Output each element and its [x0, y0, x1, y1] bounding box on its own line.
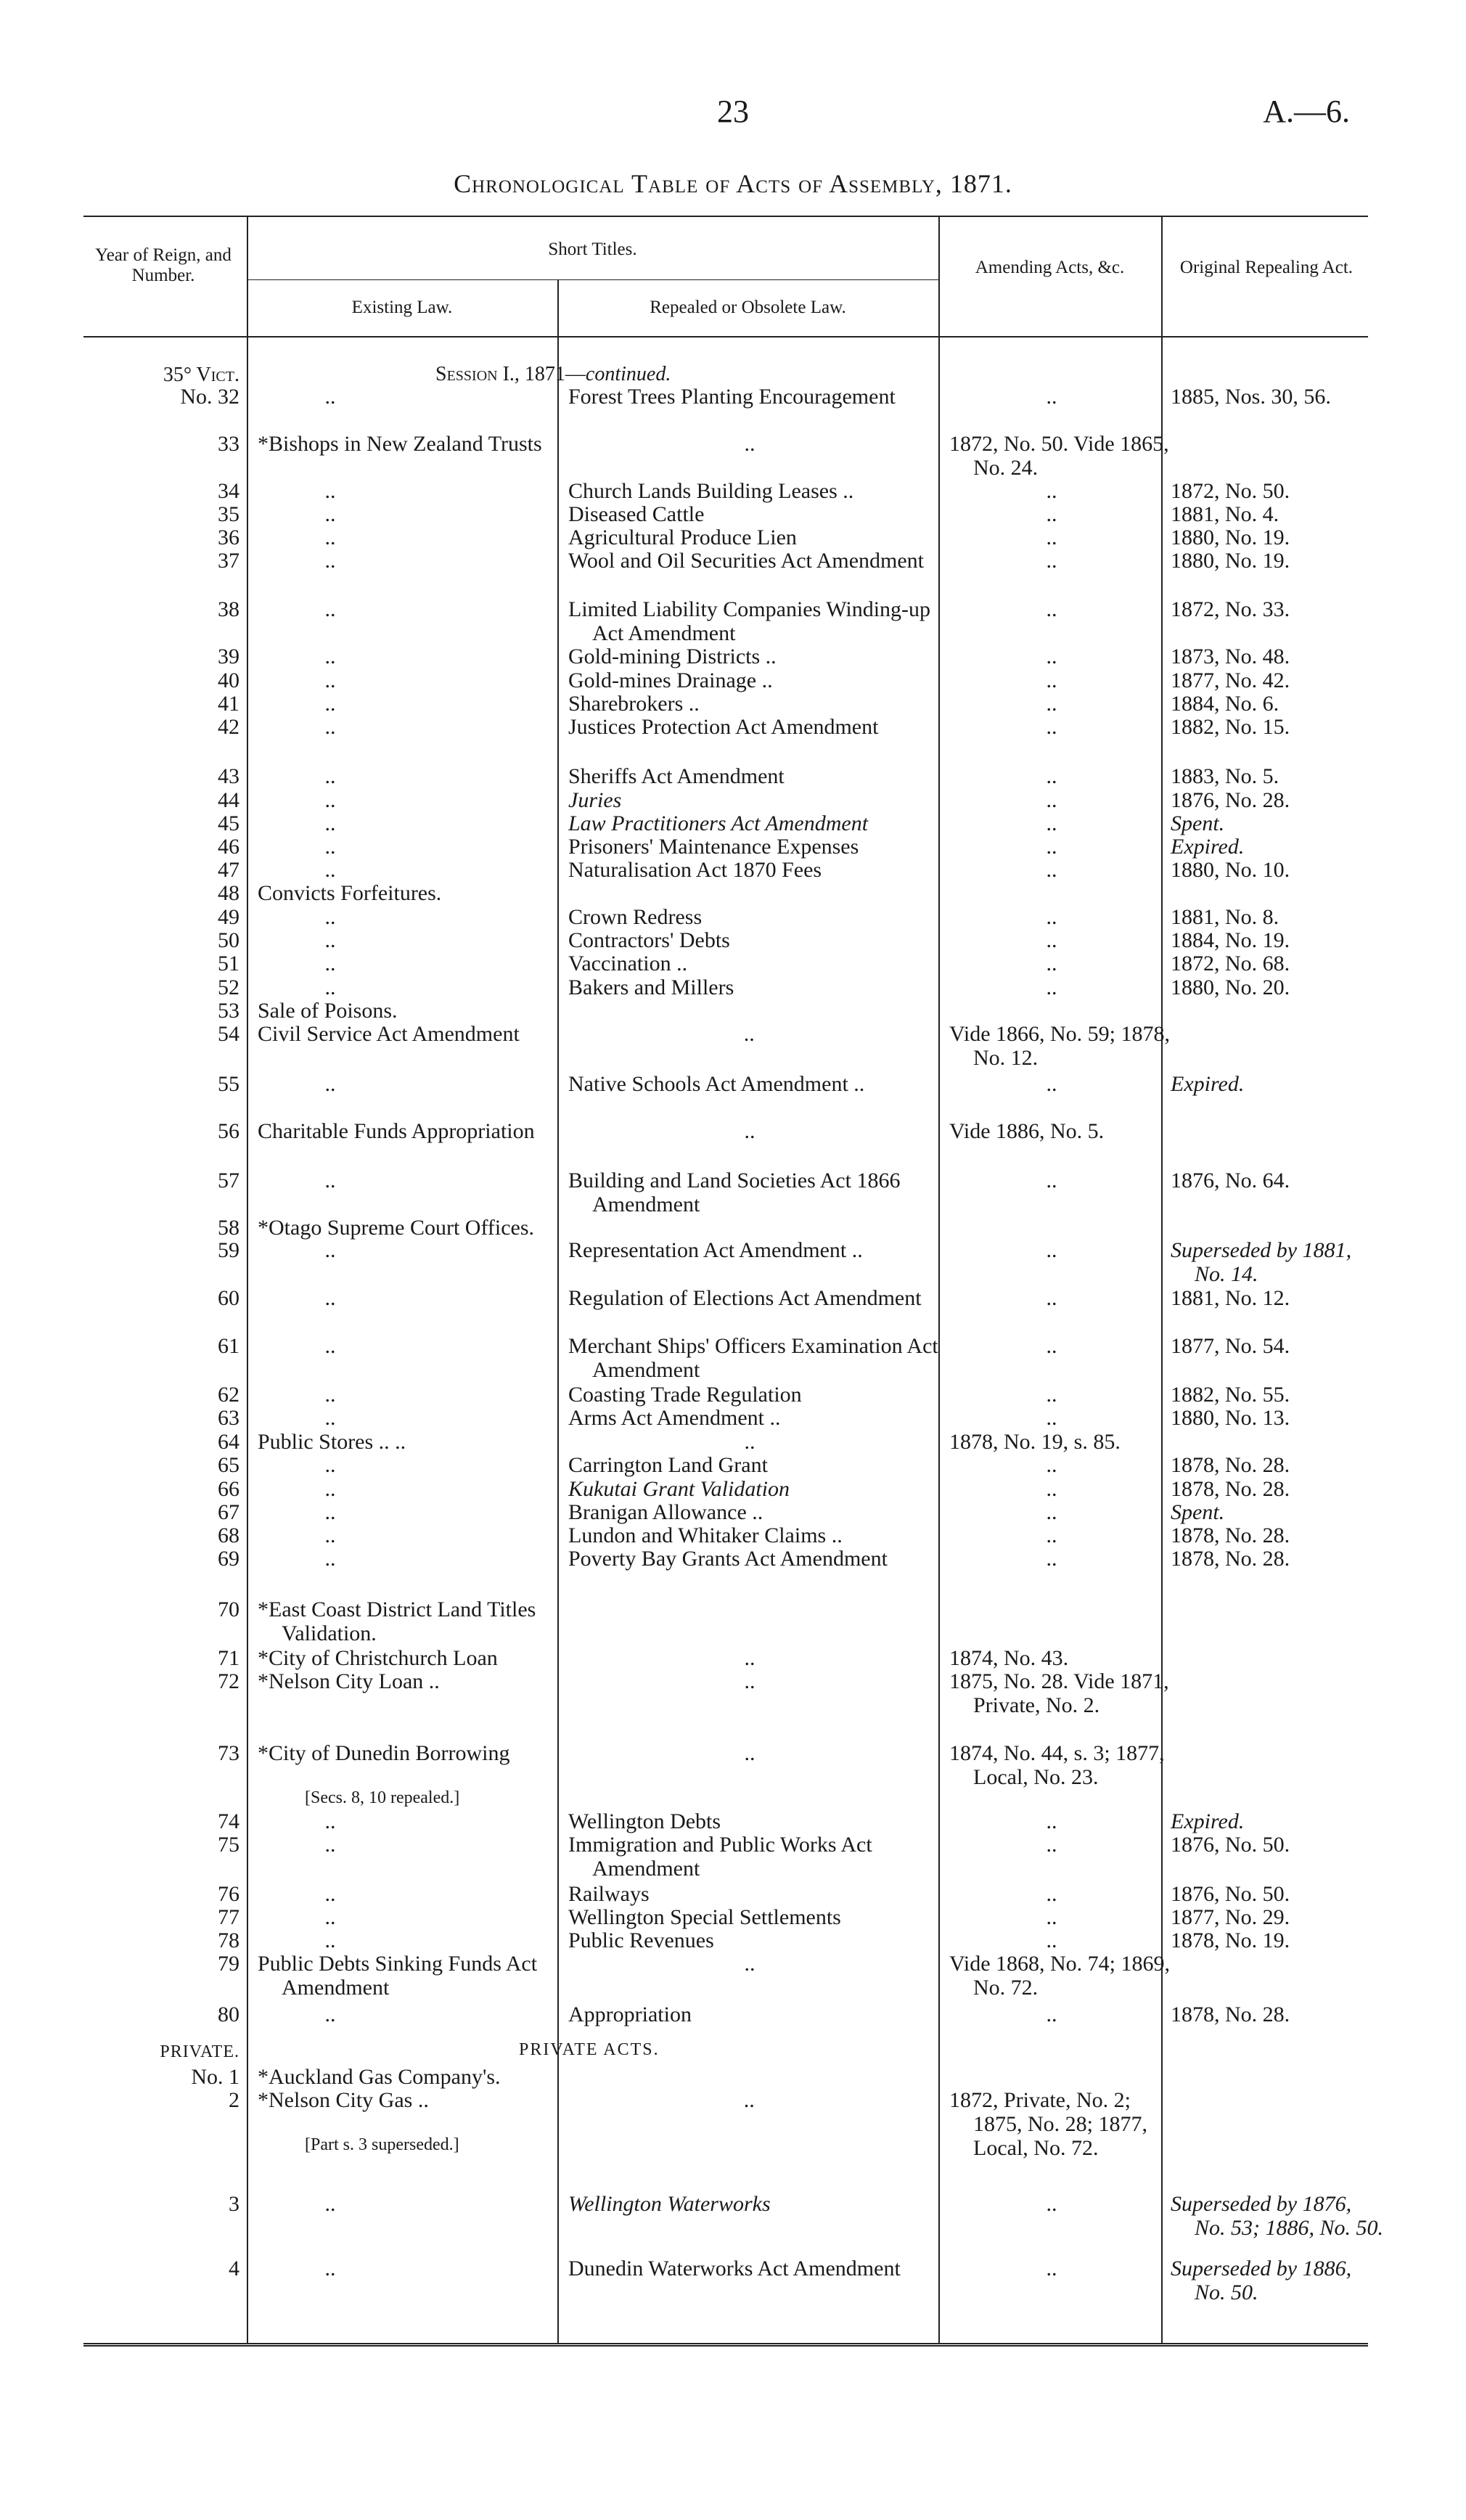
existing-law: .. — [324, 549, 336, 573]
amending-acts: .. — [1046, 905, 1057, 929]
repealed-law: Diseased Cattle — [568, 502, 705, 526]
existing-law: .. — [324, 811, 336, 835]
year-number: 47 — [218, 858, 239, 882]
repealed-law: Gold-mining Districts .. — [568, 645, 777, 668]
year-number: 34 — [218, 479, 239, 503]
existing-law: .. — [324, 1072, 336, 1096]
repealed-law: Arms Act Amendment .. — [568, 1406, 781, 1430]
repealing-act: Spent. — [1171, 1500, 1225, 1524]
amending-acts: Vide 1886, No. 5. — [949, 1119, 1105, 1143]
existing-law: .. — [324, 525, 336, 549]
year-number: 35 — [218, 502, 239, 526]
repealing-act: 1882, No. 55. — [1171, 1383, 1290, 1407]
repealed-law: Native Schools Act Amendment .. — [568, 1072, 865, 1096]
year-number: 37 — [218, 549, 239, 573]
existing-law: *Nelson City Loan .. — [258, 1669, 440, 1693]
existing-law: .. — [324, 1928, 336, 1952]
year-number: 51 — [218, 952, 239, 975]
amending-acts: .. — [1046, 1477, 1057, 1501]
repealed-law: Merchant Ships' Officers Examination Act Amendment — [568, 1334, 938, 1382]
amending-acts: .. — [1046, 835, 1057, 859]
year-number: 41 — [218, 692, 239, 716]
repealed-law: Gold-mines Drainage .. — [568, 668, 773, 692]
repealed-law: Railways — [568, 1882, 650, 1906]
year-number: 63 — [218, 1406, 239, 1430]
repealing-act: 1872, No. 50. — [1171, 479, 1290, 503]
year-number: 33 — [218, 432, 239, 456]
amending-acts: .. — [1046, 1809, 1057, 1833]
existing-law: .. — [324, 715, 336, 739]
year-number: 79 — [218, 1952, 239, 1976]
existing-law: .. — [324, 1547, 336, 1571]
existing-law: .. — [324, 1500, 336, 1524]
existing-law: .. — [324, 1882, 336, 1906]
year-number: 36 — [218, 525, 239, 549]
repealed-law: Sharebrokers .. — [568, 692, 700, 716]
repealing-act: 1878, No. 19. — [1171, 1928, 1290, 1952]
amending-acts: .. — [1046, 692, 1057, 716]
amending-acts: .. — [1046, 2002, 1057, 2026]
repealing-act: 1880, No. 13. — [1171, 1406, 1290, 1430]
rule-short-titles — [247, 279, 938, 280]
existing-law: .. — [324, 2002, 336, 2026]
repealing-act: 1878, No. 28. — [1171, 1453, 1290, 1477]
repealed-law: Kukutai Grant Validation — [568, 1477, 790, 1501]
year-number: 4 — [229, 2257, 239, 2280]
year-number: 44 — [218, 788, 239, 812]
year-number: 43 — [218, 764, 239, 788]
repealed-law: Wellington Special Settlements — [568, 1905, 841, 1929]
year-number: 74 — [218, 1809, 239, 1833]
amending-acts: .. — [1046, 1523, 1057, 1547]
year-number: 69 — [218, 1547, 239, 1571]
existing-law: .. — [324, 928, 336, 952]
year-number: 75 — [218, 1833, 239, 1857]
repealed-law: Immigration and Public Works Act Amendment — [568, 1833, 872, 1881]
existing-law: .. — [324, 764, 336, 788]
existing-law: .. — [324, 975, 336, 999]
existing-law: Convicts Forfeitures. — [258, 881, 442, 905]
repealing-act: 1877, No. 29. — [1171, 1905, 1290, 1929]
amending-acts: .. — [1046, 549, 1057, 573]
page-number: 23 — [717, 94, 749, 129]
repealed-law: Poverty Bay Grants Act Amendment — [568, 1547, 888, 1571]
existing-law: *East Coast District Land Titles Validation. — [258, 1598, 536, 1645]
amending-acts: .. — [1046, 975, 1057, 999]
existing-law: .. — [324, 597, 336, 621]
amending-acts: .. — [1046, 858, 1057, 882]
repealing-act: 1882, No. 15. — [1171, 715, 1290, 739]
existing-law: *Otago Supreme Court Offices. — [258, 1216, 535, 1240]
amending-acts: .. — [1046, 1406, 1057, 1430]
repealing-act: 1878, No. 28. — [1171, 1547, 1290, 1571]
amending-acts: 1872, Private, No. 2; 1875, No. 28; 1877, Local, No. 72. — [949, 2088, 1147, 2160]
year-number: 2 — [229, 2088, 239, 2112]
amending-acts: 1878, No. 19, s. 85. — [949, 1430, 1121, 1454]
amending-acts: .. — [1046, 668, 1057, 692]
repealing-act: 1884, No. 6. — [1171, 692, 1279, 716]
existing-law: .. — [324, 645, 336, 668]
repealed-law: Coasting Trade Regulation — [568, 1383, 802, 1407]
rule-top — [83, 216, 1368, 217]
existing-law: .. — [324, 1905, 336, 1929]
amending-acts: 1872, No. 50. Vide 1865, No. 24. — [949, 432, 1169, 480]
existing-law: .. — [324, 1383, 336, 1407]
year-number: 72 — [218, 1669, 239, 1693]
amending-acts: .. — [1046, 1500, 1057, 1524]
repealed-law: Building and Land Societies Act 1866 Amendment — [568, 1169, 901, 1216]
existing-law: .. — [324, 1334, 336, 1358]
repealing-act: Superseded by 1876, No. 53; 1886, No. 50. — [1171, 2192, 1384, 2240]
existing-law: *Auckland Gas Company's. — [258, 2065, 501, 2089]
amending-acts: .. — [1046, 1072, 1057, 1096]
repealing-act: Expired. — [1171, 1072, 1245, 1096]
repealed-law: Bakers and Millers — [568, 975, 734, 999]
amending-acts: .. — [1046, 811, 1057, 835]
amending-acts: 1874, No. 43. — [949, 1646, 1069, 1670]
rule-col4 — [1161, 216, 1163, 2344]
header-short-titles: Short Titles. — [548, 240, 637, 259]
repealed-law: Church Lands Building Leases .. — [568, 479, 854, 503]
amending-acts: .. — [1046, 645, 1057, 668]
repealing-act: 1873, No. 48. — [1171, 645, 1290, 668]
year-number: 54 — [218, 1022, 239, 1046]
repealing-act: 1881, No. 8. — [1171, 905, 1279, 929]
rule-col1 — [247, 216, 248, 2344]
existing-law: .. — [324, 502, 336, 526]
repealed-law: Forest Trees Planting Encouragement — [568, 385, 896, 409]
year-number: 35° Vict. — [163, 364, 239, 386]
existing-law: Public Debts Sinking Funds Act Amendment — [258, 1952, 538, 2000]
existing-law: Civil Service Act Amendment — [258, 1022, 520, 1046]
existing-law: .. — [324, 952, 336, 975]
repealing-act: Expired. — [1171, 835, 1245, 859]
year-number: 59 — [218, 1238, 239, 1262]
repealing-act: 1876, No. 50. — [1171, 1882, 1290, 1906]
year-number: 78 — [218, 1928, 239, 1952]
year-number: 65 — [218, 1453, 239, 1477]
repealing-act: 1876, No. 50. — [1171, 1833, 1290, 1857]
existing-law: .. — [324, 1477, 336, 1501]
table-title: Chronological Table of Acts of Assembly, 1871. — [454, 169, 1012, 198]
session-heading: Session I., 1871—continued. — [435, 363, 671, 385]
year-number: 3 — [229, 2192, 239, 2216]
year-number: 70 — [218, 1598, 239, 1621]
repealing-act: Superseded by 1881, No. 14. — [1171, 1238, 1352, 1286]
repealing-act: 1884, No. 19. — [1171, 928, 1290, 952]
amending-acts: .. — [1046, 1286, 1057, 1310]
amending-acts: .. — [1046, 1383, 1057, 1407]
repealed-law: Wellington Waterworks — [568, 2192, 771, 2216]
existing-law: *City of Christchurch Loan — [258, 1646, 498, 1670]
repealing-act: 1881, No. 4. — [1171, 502, 1279, 526]
header-existing: Existing Law. — [351, 298, 453, 317]
repealing-act: 1877, No. 42. — [1171, 668, 1290, 692]
rule-col2 — [557, 279, 559, 2344]
repealed-law: .. — [744, 1119, 755, 1143]
existing-law: .. — [324, 1238, 336, 1262]
amending-acts: .. — [1046, 715, 1057, 739]
existing-law: .. — [324, 1523, 336, 1547]
year-number: 56 — [218, 1119, 239, 1143]
repealed-law: Contractors' Debts — [568, 928, 730, 952]
repealing-act: 1880, No. 20. — [1171, 975, 1290, 999]
repealed-law: Limited Liability Companies Winding-up Act Amendment — [568, 597, 931, 645]
existing-law: .. — [324, 385, 336, 409]
year-number: No. 32 — [180, 385, 239, 409]
existing-law: .. — [324, 1169, 336, 1192]
existing-law-note: [Secs. 8, 10 repealed.] — [305, 1788, 460, 1807]
amending-acts: .. — [1046, 2257, 1057, 2280]
repealing-act: 1880, No. 10. — [1171, 858, 1290, 882]
year-number: 67 — [218, 1500, 239, 1524]
repealed-law: Prisoners' Maintenance Expenses — [568, 835, 859, 859]
existing-law: .. — [324, 1809, 336, 1833]
amending-acts: Vide 1866, No. 59; 1878, No. 12. — [949, 1022, 1171, 1070]
year-number: 64 — [218, 1430, 239, 1454]
year-number: No. 1 — [191, 2065, 239, 2089]
rule-header-bottom — [83, 336, 1368, 338]
repealed-law: Wellington Debts — [568, 1809, 721, 1833]
repealed-law: Carrington Land Grant — [568, 1453, 768, 1477]
year-number: 66 — [218, 1477, 239, 1501]
amending-acts: .. — [1046, 1547, 1057, 1571]
amending-acts: .. — [1046, 1882, 1057, 1906]
repealed-law: Agricultural Produce Lien — [568, 525, 797, 549]
repealing-act: 1872, No. 33. — [1171, 597, 1290, 621]
amending-acts: .. — [1046, 764, 1057, 788]
repealed-law: .. — [744, 432, 755, 456]
year-number: 55 — [218, 1072, 239, 1096]
existing-law: .. — [324, 692, 336, 716]
year-number: 73 — [218, 1741, 239, 1765]
paper-reference: A.—6. — [1263, 94, 1350, 129]
repealed-law: Naturalisation Act 1870 Fees — [568, 858, 822, 882]
repealing-act: 1877, No. 54. — [1171, 1334, 1290, 1358]
amending-acts: .. — [1046, 2192, 1057, 2216]
year-number: 39 — [218, 645, 239, 668]
repealed-law: .. — [744, 1741, 755, 1765]
existing-law-note: [Part s. 3 superseded.] — [305, 2135, 459, 2154]
year-number: 52 — [218, 975, 239, 999]
year-number: 46 — [218, 835, 239, 859]
repealed-law: Branigan Allowance .. — [568, 1500, 763, 1524]
year-number: PRIVATE. — [160, 2042, 239, 2061]
repealing-act: 1876, No. 28. — [1171, 788, 1290, 812]
existing-law: .. — [324, 905, 336, 929]
repealed-law: .. — [744, 1646, 755, 1670]
repealed-law: Public Revenues — [568, 1928, 714, 1952]
repealed-law: .. — [744, 1952, 755, 1976]
year-number: 53 — [218, 999, 239, 1023]
year-number: 49 — [218, 905, 239, 929]
year-number: 50 — [218, 928, 239, 952]
repealed-law: Lundon and Whitaker Claims .. — [568, 1523, 843, 1547]
repealing-act: 1876, No. 64. — [1171, 1169, 1290, 1192]
amending-acts: .. — [1046, 928, 1057, 952]
repealing-act: Expired. — [1171, 1809, 1245, 1833]
year-number: 76 — [218, 1882, 239, 1906]
existing-law: *Nelson City Gas .. — [258, 2088, 429, 2112]
repealed-law: .. — [744, 2088, 755, 2112]
year-number: 80 — [218, 2002, 239, 2026]
repealed-law: Law Practitioners Act Amendment — [568, 811, 869, 835]
repealing-act: 1883, No. 5. — [1171, 764, 1279, 788]
existing-law: .. — [324, 1286, 336, 1310]
existing-law: .. — [324, 835, 336, 859]
year-number: 60 — [218, 1286, 239, 1310]
existing-law: .. — [324, 858, 336, 882]
existing-law: .. — [324, 2257, 336, 2280]
amending-acts: .. — [1046, 597, 1057, 621]
repealing-act: 1880, No. 19. — [1171, 525, 1290, 549]
repealed-law: Dunedin Waterworks Act Amendment — [568, 2257, 901, 2280]
repealed-law: Representation Act Amendment .. — [568, 1238, 863, 1262]
existing-law: .. — [324, 479, 336, 503]
year-number: 71 — [218, 1646, 239, 1670]
amending-acts: .. — [1046, 1905, 1057, 1929]
repealing-act: 1872, No. 68. — [1171, 952, 1290, 975]
year-number: 45 — [218, 811, 239, 835]
existing-law: Charitable Funds Appropriation — [258, 1119, 535, 1143]
existing-law: .. — [324, 1453, 336, 1477]
repealed-law: Sheriffs Act Amendment — [568, 764, 785, 788]
repealed-law: .. — [744, 1022, 755, 1046]
repealing-act: 1878, No. 28. — [1171, 1477, 1290, 1501]
header-repealed: Repealed or Obsolete Law. — [650, 298, 846, 317]
amending-acts: .. — [1046, 502, 1057, 526]
existing-law: .. — [324, 2192, 336, 2216]
header-amending: Amending Acts, &c. — [975, 258, 1125, 277]
existing-law: .. — [324, 788, 336, 812]
existing-law: Sale of Poisons. — [258, 999, 398, 1023]
existing-law: *City of Dunedin Borrowing — [258, 1741, 510, 1765]
repealing-act: 1878, No. 28. — [1171, 1523, 1290, 1547]
year-number: 48 — [218, 881, 239, 905]
header-year: Year of Reign, and Number. — [95, 245, 232, 285]
year-number: 61 — [218, 1334, 239, 1358]
amending-acts: .. — [1046, 1928, 1057, 1952]
year-number: 38 — [218, 597, 239, 621]
year-number: 57 — [218, 1169, 239, 1192]
repealed-law: Regulation of Elections Act Amendment — [568, 1286, 922, 1310]
repealed-law: Vaccination .. — [568, 952, 688, 975]
repealed-law: Appropriation — [568, 2002, 692, 2026]
amending-acts: .. — [1046, 479, 1057, 503]
repealing-act: Spent. — [1171, 811, 1225, 835]
repealed-law: .. — [744, 1430, 755, 1454]
amending-acts: 1875, No. 28. Vide 1871, Private, No. 2. — [949, 1669, 1169, 1717]
existing-law: .. — [324, 668, 336, 692]
repealing-act: 1878, No. 28. — [1171, 2002, 1290, 2026]
amending-acts: .. — [1046, 525, 1057, 549]
amending-acts: 1874, No. 44, s. 3; 1877, Local, No. 23. — [949, 1741, 1165, 1789]
year-number: 77 — [218, 1905, 239, 1929]
repealed-law: Crown Redress — [568, 905, 703, 929]
year-number: 40 — [218, 668, 239, 692]
repealing-act: 1885, Nos. 30, 56. — [1171, 385, 1331, 409]
year-number: 58 — [218, 1216, 239, 1240]
rule-bottom — [83, 2343, 1368, 2347]
repealed-law: Justices Protection Act Amendment — [568, 715, 879, 739]
repealed-law: Juries — [568, 788, 622, 812]
amending-acts: .. — [1046, 1238, 1057, 1262]
header-repealing: Original Repealing Act. — [1179, 258, 1354, 277]
repealing-act: 1880, No. 19. — [1171, 549, 1290, 573]
amending-acts: .. — [1046, 1833, 1057, 1857]
year-number: 68 — [218, 1523, 239, 1547]
existing-law: Public Stores .. .. — [258, 1430, 406, 1454]
amending-acts: Vide 1868, No. 74; 1869, No. 72. — [949, 1952, 1171, 2000]
amending-acts: .. — [1046, 788, 1057, 812]
year-number: 42 — [218, 715, 239, 739]
year-number: 62 — [218, 1383, 239, 1407]
amending-acts: .. — [1046, 1334, 1057, 1358]
repealed-law: Wool and Oil Securities Act Amendment — [568, 549, 925, 573]
amending-acts: .. — [1046, 1453, 1057, 1477]
repealing-act: Superseded by 1886, No. 50. — [1171, 2257, 1352, 2304]
repealing-act: 1881, No. 12. — [1171, 1286, 1290, 1310]
existing-law: .. — [324, 1833, 336, 1857]
amending-acts: .. — [1046, 385, 1057, 409]
private-acts-heading: PRIVATE ACTS. — [519, 2040, 660, 2059]
existing-law: *Bishops in New Zealand Trusts — [258, 432, 542, 456]
existing-law: .. — [324, 1406, 336, 1430]
repealed-law: .. — [744, 1669, 755, 1693]
amending-acts: .. — [1046, 1169, 1057, 1192]
amending-acts: .. — [1046, 952, 1057, 975]
